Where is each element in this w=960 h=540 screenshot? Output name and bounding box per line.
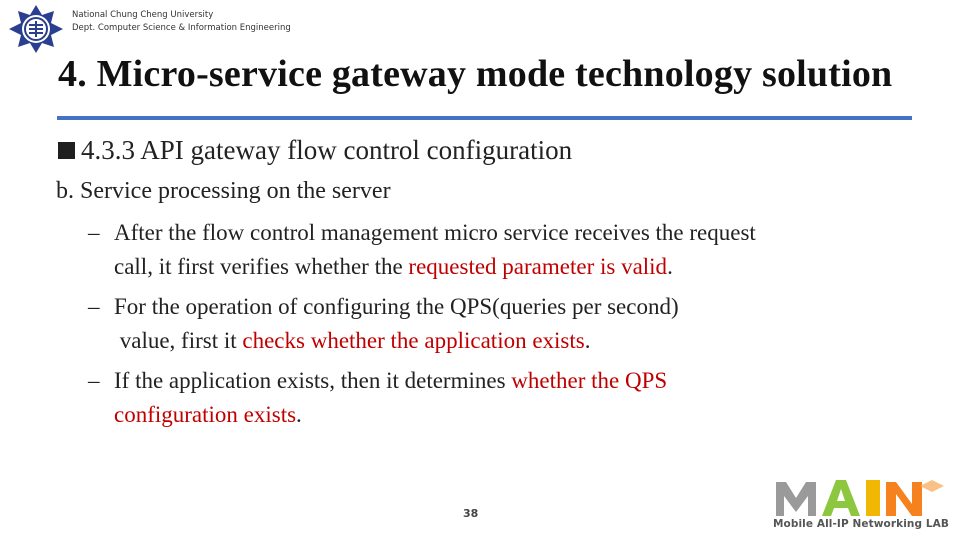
subheading: b. Service processing on the server (56, 178, 391, 204)
item-text: After the flow control management micro service receives the request (114, 220, 756, 245)
dash-bullet: – (88, 220, 100, 245)
highlighted-text: configuration exists (114, 402, 297, 427)
university-logo-icon (7, 3, 65, 55)
list-item (88, 364, 667, 432)
title-underline (57, 116, 912, 120)
dash-bullet: – (88, 368, 100, 393)
item-text: value, first it (114, 328, 243, 353)
list-item (88, 216, 756, 284)
slide-title: 4. Micro-service gateway mode technology solution (58, 53, 893, 95)
section-heading-text: 4.3.3 API gateway flow control configuration (81, 135, 573, 165)
item-text: If the application exists, then it determines (114, 368, 512, 393)
list-item (88, 290, 679, 358)
lab-name: Mobile All-IP Networking LAB (773, 518, 949, 530)
university-header (72, 9, 291, 35)
dash-bullet: – (88, 294, 100, 319)
item-text: call, it first verifies whether the (114, 254, 409, 279)
highlighted-text: whether the QPS (511, 368, 668, 393)
item-text: . (296, 402, 302, 427)
item-text: . (667, 254, 673, 279)
item-text: . (584, 328, 591, 353)
department-name: Dept. Computer Science & Information Engineering (72, 23, 291, 33)
section-heading (58, 135, 572, 166)
page-number: 38 (463, 507, 479, 520)
square-bullet-icon (58, 142, 75, 159)
highlighted-text: checks whether the application exists (242, 328, 585, 353)
university-name: National Chung Cheng University (72, 10, 214, 20)
highlighted-text: requested parameter is valid (408, 254, 668, 279)
item-text: For the operation of configuring the QPS(queries per second) (114, 294, 679, 319)
